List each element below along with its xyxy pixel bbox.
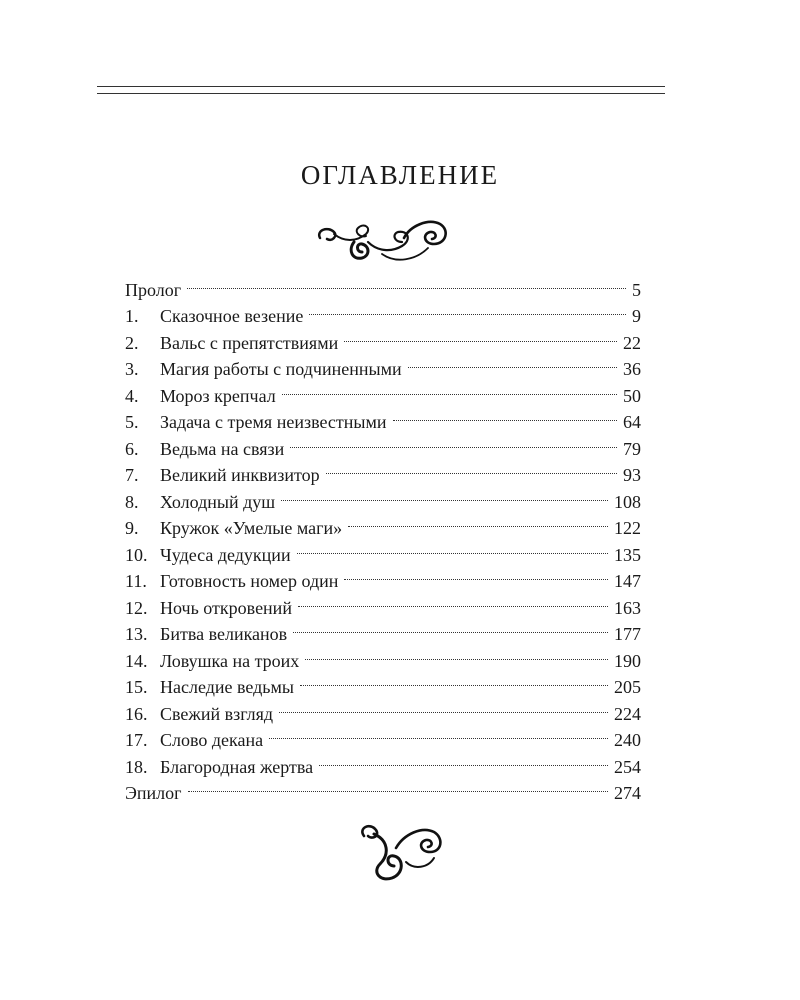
toc-entry-page-number: 79 xyxy=(623,438,641,459)
toc-entry-number: 15. xyxy=(125,677,148,697)
toc-dot-leader xyxy=(344,561,608,588)
toc-entry-title: Ведьма на связи xyxy=(160,438,285,459)
toc-entry-page-number: 64 xyxy=(623,412,641,432)
toc-entry-page-number: 163 xyxy=(614,597,641,618)
toc-entry-page-number: 274 xyxy=(614,783,641,803)
toc-entry-title: Ловушка на троих xyxy=(160,650,300,671)
toc-entry-page-number: 147 xyxy=(614,571,641,591)
toc-dot-leader xyxy=(298,587,608,614)
toc-entry-page-number: 205 xyxy=(614,677,641,697)
toc-entry-page-number: 177 xyxy=(614,624,641,644)
toc-entry-title: Благородная жертва xyxy=(160,756,314,777)
toc-entry-title: Слово декана xyxy=(160,730,264,750)
toc-dot-leader xyxy=(279,693,608,720)
toc-entry-page-number: 50 xyxy=(623,385,641,406)
toc-entry-number: 3. xyxy=(125,359,139,379)
toc-entry-number: 5. xyxy=(125,412,139,432)
toc-dot-leader xyxy=(319,746,608,773)
toc-entry-title: Чудеса дедукции xyxy=(160,544,291,565)
toc-entry-number: 2. xyxy=(125,332,139,353)
toc-entry-number: 9. xyxy=(125,518,139,538)
toc-dot-leader xyxy=(393,402,617,429)
toc-entry-number: 14. xyxy=(125,650,148,671)
page-title: ОГЛАВЛЕНИЕ xyxy=(300,160,500,190)
toc-entry-title: Мороз крепчал xyxy=(160,385,276,406)
toc-entry-page-number: 254 xyxy=(614,756,641,777)
toc-entry-page-number: 224 xyxy=(614,703,641,724)
toc-dot-leader xyxy=(305,640,608,667)
toc-dot-leader xyxy=(300,667,608,694)
toc-entry-page-number: 9 xyxy=(632,306,641,326)
toc-entry-page-number: 240 xyxy=(614,730,641,750)
toc-entry-title: Сказочное везение xyxy=(160,306,304,326)
toc-dot-leader xyxy=(326,455,617,482)
toc-entry-page-number: 190 xyxy=(614,650,641,671)
toc-entry-title: Кружок «Умелые маги» xyxy=(160,518,343,538)
toc-entry-title: Наследие ведьмы xyxy=(160,677,294,697)
toc-entry-number: 16. xyxy=(125,703,148,724)
toc-dot-leader xyxy=(309,296,626,323)
toc-entry xyxy=(125,296,641,326)
toc-entry xyxy=(125,773,641,803)
toc-dot-leader xyxy=(290,428,617,455)
toc-entry-number: 18. xyxy=(125,756,148,777)
toc-entry-number: 4. xyxy=(125,385,139,406)
toc-entry-number: 7. xyxy=(125,465,139,485)
toc-entry-title: Магия работы с подчиненными xyxy=(160,359,402,379)
toc-entry-title: Эпилог xyxy=(125,783,182,803)
toc-entry-page-number: 5 xyxy=(632,279,641,300)
toc-entry-title: Битва великанов xyxy=(160,624,288,644)
toc-entry-title: Великий инквизитор xyxy=(160,465,320,485)
toc-dot-leader xyxy=(187,269,626,296)
toc-dot-leader xyxy=(188,773,608,800)
toc-dot-leader xyxy=(282,375,617,402)
toc-dot-leader xyxy=(281,481,608,508)
toc-entry-page-number: 108 xyxy=(614,491,641,512)
toc-entry-page-number: 135 xyxy=(614,544,641,565)
toc-entry-title: Холодный душ xyxy=(160,491,276,512)
toc-dot-leader xyxy=(348,508,608,535)
toc-entry-number: 1. xyxy=(125,306,139,326)
flourish-ornament-top-icon xyxy=(312,212,452,268)
toc-entry-number: 6. xyxy=(125,438,139,459)
toc-entry-page-number: 36 xyxy=(623,359,641,379)
toc-entry-title: Пролог xyxy=(125,279,182,300)
toc-entry xyxy=(125,269,641,300)
toc-entry-title: Свежий взгляд xyxy=(160,703,274,724)
toc-entry-page-number: 93 xyxy=(623,465,641,485)
toc-entry-page-number: 122 xyxy=(614,518,641,538)
toc-dot-leader xyxy=(269,720,608,747)
flourish-ornament-bottom-icon xyxy=(350,818,450,888)
toc-entry-title: Задача с тремя неизвестными xyxy=(160,412,387,432)
toc-entry-number: 13. xyxy=(125,624,148,644)
toc-entry-title: Вальс с препятствиями xyxy=(160,332,339,353)
toc-entry-page-number: 22 xyxy=(623,332,641,353)
toc-entry-number: 11. xyxy=(125,571,147,591)
toc-dot-leader xyxy=(344,322,617,349)
toc-entry-title: Готовность номер один xyxy=(160,571,339,591)
toc-entry-number: 12. xyxy=(125,597,148,618)
toc-entry-number: 17. xyxy=(125,730,148,750)
toc-dot-leader xyxy=(297,534,608,561)
toc-entry-number: 8. xyxy=(125,491,139,512)
toc-entry-number: 10. xyxy=(125,544,148,565)
toc-entry-title: Ночь откровений xyxy=(160,597,292,618)
toc-dot-leader xyxy=(293,614,608,641)
header-double-rule xyxy=(97,86,665,94)
toc-dot-leader xyxy=(408,349,617,376)
table-of-contents xyxy=(125,269,641,803)
